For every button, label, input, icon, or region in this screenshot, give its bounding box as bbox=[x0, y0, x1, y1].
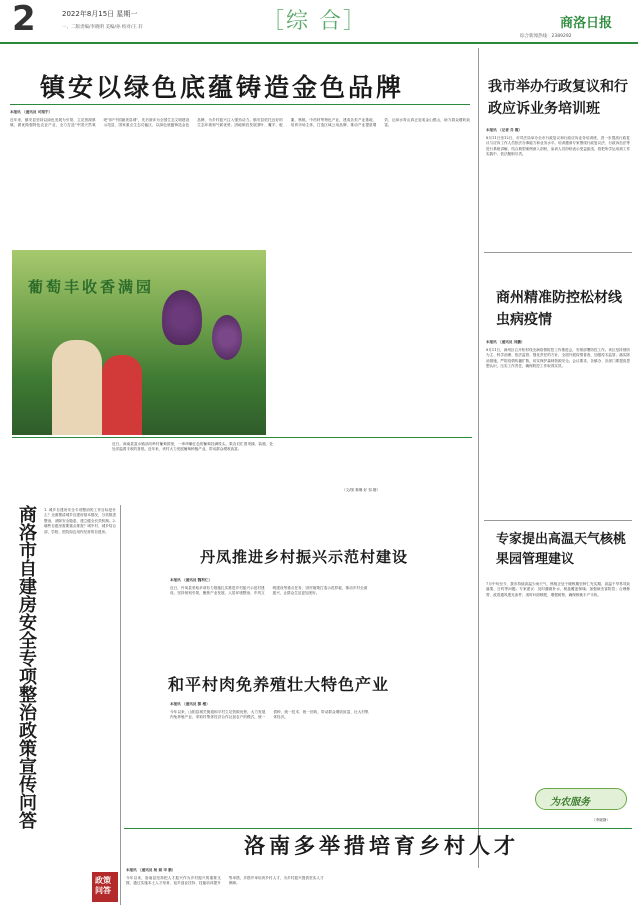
a3-body: 8月11日，商州区召开松材线虫病疫情防控工作推进会，安排部署防控工作。该区坚持预防为主、科学治理、依法监管、强化责任的方针，全面开展疫情普查，加强疫木监管，落实除治措施，严防疫情传播扩散，切实保护森林资源安全。会议要求，各镇办、各部门要提高思想认识，压实工作责任，确保防控工作取得实效。 bbox=[486, 348, 630, 369]
header-rule bbox=[0, 42, 638, 44]
a8-rule bbox=[124, 828, 632, 829]
grape-cluster bbox=[162, 290, 202, 345]
farm-service-label: 为农服务 bbox=[550, 797, 590, 808]
a1-byline: 本报讯 （通讯员 司翔宇） bbox=[10, 110, 53, 114]
a2-bottom-rule bbox=[484, 252, 632, 253]
policy-qa-label: 政策问答 bbox=[95, 876, 111, 895]
a4-body: 近日，丹凤县采取多项有力措施扎实推进乡村振兴示范村建设，坚持规划引领，聚焦产业发展、人居环境整治、乡风文明建设等重点任务，因村施策打造示范样板，推动乡村全面振兴，让群众生活更加美好。 bbox=[170, 586, 368, 596]
headline-a8: 洛南多举措培育乡村人才 bbox=[244, 834, 519, 858]
column-divider bbox=[478, 48, 479, 868]
headline-a1: 镇安以绿色底蕴铸造金色品牌 bbox=[40, 73, 405, 102]
issue-date: 2022年8月15日 星期一 bbox=[62, 10, 138, 18]
a1-rule bbox=[10, 104, 470, 105]
farm-service-badge bbox=[535, 788, 627, 810]
caption-panel bbox=[12, 437, 472, 497]
farmer-figure bbox=[52, 340, 102, 435]
a4-byline: 本报讯 （通讯员 魏利仁） bbox=[170, 578, 213, 582]
a5-credit: （李晓静） bbox=[592, 818, 610, 822]
headline-a5: 专家提出高温天气核桃果园管理建议 bbox=[496, 532, 627, 567]
page-number: 2 bbox=[12, 0, 36, 39]
a2-byline: 本报讯 （记者 肖 霞） bbox=[486, 128, 523, 132]
a8-body: 今年以来，洛南县坚持把人才振兴作为乡村振兴的重要支撑，通过实施本土人才培育、返乡创业扶持、技能培训提升等举措，多措并举培育乡村人才，为乡村振兴提供坚实人才保障。 bbox=[126, 876, 324, 886]
a3-byline: 本报讯 （通讯员 刘鹏） bbox=[486, 340, 525, 344]
section-label: ［综 合］ bbox=[262, 9, 367, 34]
a3-bottom-rule bbox=[484, 520, 632, 521]
a8-byline: 本报讯 （通讯员 杨 斌 申 勤） bbox=[126, 868, 176, 872]
a7-body: 今年以来，山阳县城关街道和平村立足资源优势，大力发展肉兔养殖产业，采取村集体经济合作社加农户的模式，统一供种、统一技术、统一回收，带动群众增收致富，壮大村集体经济。 bbox=[170, 710, 369, 720]
photo-credit: （文/图 秦琳 好 邹 楷） bbox=[342, 488, 381, 492]
a6-body: 1. 城乡自建房安全专项整治的工作目标是什么？全面摸清城乡自建房基本情况，分类推进整治，消除安全隐患，建立健全长效机制。2. 哪些自建房需要重点排查？城中村、城乡结合部、学校、医院周边用作经营的自建房。 bbox=[44, 508, 116, 534]
brand-logo: 商洛日报 bbox=[560, 16, 613, 31]
a2-body: 8月11日至12日，市司法局举办全市行政复议和行政应诉业务培训班，进一步提高行政复议与应诉工作人员依法办事能力和业务水平。培训邀请专家围绕行政复议法、行政诉讼法等进行系统讲解，结合典型案例深入剖析，参训人员纷纷表示受益匪浅，将把所学运用到工作实践中，依法履职尽责。 bbox=[486, 136, 630, 157]
a1-body: 近年来，镇安县坚持以绿色发展为引领，立足资源禀赋，做优做强特色农业产业，全力打造"中国天然氧吧"和"中国最美县城"，先后被评为全国生态文明建设示范县、国家重点生态功能区，以绿色底蕴铸造金色品牌，为乡村振兴注入强劲动力。镇安县依托良好的生态环境和气候优势，因地制宜发展茶叶、魔芋、板栗、核桃、中药材等特色产业，建成各类产业基地，培育市场主体，打造区域公用品牌，推动产业提质增效，让绿水青山真正变成金山银山，助力群众增收致富。 bbox=[10, 118, 470, 128]
farmer-figure bbox=[102, 355, 142, 435]
photo-caption: 近日，商南县富水镇油坊岭村葡萄园里，一串串紫红色的葡萄挂满枝头，果农们忙着采摘、装箱，处处洋溢着丰收的喜悦。近年来，该村大力发展葡萄种植产业，带动群众增收致富。 bbox=[112, 442, 273, 452]
headline-a7: 和平村肉免养殖壮大特色产业 bbox=[168, 675, 390, 694]
side-divider bbox=[120, 505, 121, 905]
a7-byline: 本报讯 （通讯员 黎 楷） bbox=[170, 702, 210, 706]
policy-qa-logo bbox=[92, 872, 118, 902]
headline-a3: 商州精准防控松材线虫病疫情 bbox=[496, 290, 622, 328]
subline-left: 一、二版责编/李晓明 美编/孙 校对/王 轩 bbox=[62, 25, 143, 30]
headline-a6: 商洛市自建房安全专项整治政策宣传问答 bbox=[16, 505, 37, 829]
grape-cluster bbox=[212, 315, 242, 360]
headline-a4: 丹凤推进乡村振兴示范村建设 bbox=[200, 548, 409, 566]
headline-a2: 我市举办行政复议和行政应诉业务培训班 bbox=[488, 79, 628, 117]
photo-caption-title: 葡萄丰收香满园 bbox=[28, 278, 155, 296]
subline-right: 综合新闻热线：2389292 bbox=[520, 34, 572, 39]
a5-body: 7月中旬至今，我市持续高温少雨天气，核桃正处于硬核期至种仁充实期，高温干旱易导致落果、日灼等问题。专家建议：及时灌溉补水，树盘覆盖保墒；加强病虫害防控；合理修剪，改善通风透光条件；适时叶面喷肥，增强树势，确保核桃丰产丰收。 bbox=[486, 582, 630, 597]
